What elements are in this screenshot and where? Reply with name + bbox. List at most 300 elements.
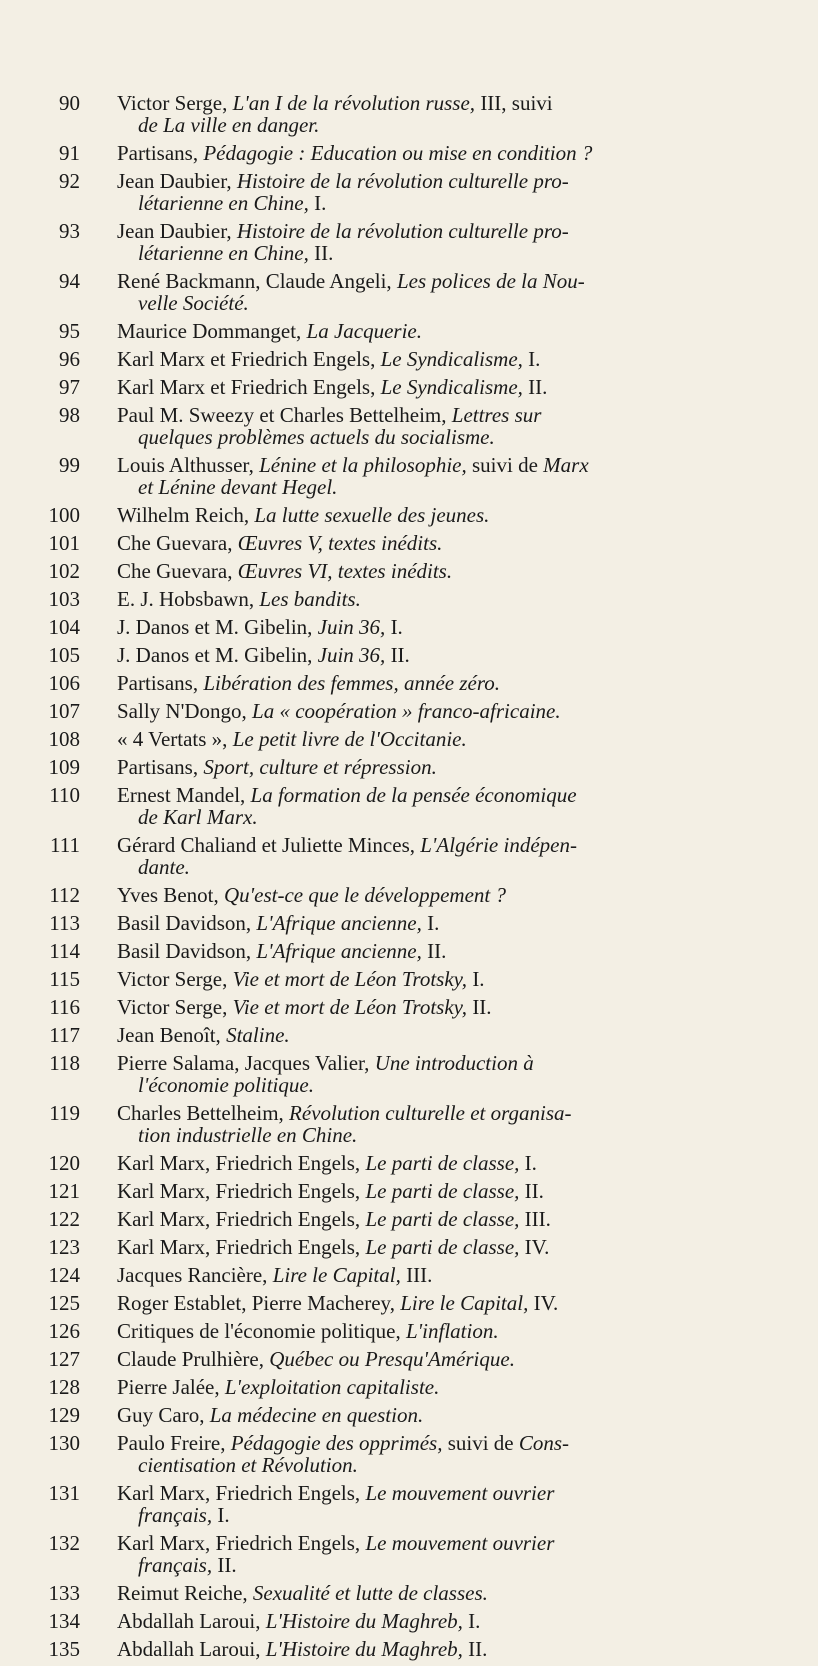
title-segment: tion industrielle en Chine.: [138, 1123, 358, 1147]
entry-number: 94: [59, 269, 80, 293]
entry-text: [117, 1320, 737, 1342]
entry-line: [117, 1504, 737, 1526]
entry-line: [117, 192, 737, 214]
catalogue-entry: [0, 912, 818, 934]
title-segment: de La ville en danger.: [138, 113, 320, 137]
entry-text: [117, 1180, 737, 1202]
catalogue-entry: [0, 142, 818, 164]
entry-line: [117, 142, 737, 164]
entry-text: [117, 784, 737, 828]
title-segment: français,: [138, 1553, 218, 1577]
title-segment: et Lénine devant Hegel.: [138, 475, 338, 499]
title-segment: L'Afrique ancienne,: [256, 939, 428, 963]
entry-text: [117, 560, 737, 582]
entry-text: [117, 1102, 737, 1146]
title-segment: Histoire de la révolution culturelle pro-: [236, 169, 569, 193]
entry-line: [117, 856, 737, 878]
author-segment: Victor Serge,: [117, 967, 233, 991]
entry-line: [117, 1454, 737, 1476]
author-segment: I.: [472, 967, 485, 991]
title-segment: Le petit livre de l'Occitanie.: [232, 727, 467, 751]
entry-line: [117, 784, 737, 806]
author-segment: II.: [314, 241, 334, 265]
entry-number: 132: [48, 1531, 80, 1555]
title-segment: Pédagogie des opprimés,: [230, 1431, 448, 1455]
entry-text: [117, 348, 737, 370]
entry-number: 117: [49, 1023, 80, 1047]
entry-text: [117, 142, 737, 164]
entry-number: 124: [48, 1263, 80, 1287]
entry-line: [117, 1320, 737, 1342]
entry-text: [117, 1024, 737, 1046]
title-segment: Marx: [543, 453, 589, 477]
entry-number: 91: [59, 141, 80, 165]
catalogue-entry: [0, 1482, 818, 1526]
title-segment: La médecine en question.: [209, 1403, 424, 1427]
entry-number: 120: [48, 1151, 80, 1175]
title-segment: Le mouvement ouvrier: [365, 1481, 555, 1505]
author-segment: Guy Caro,: [117, 1403, 210, 1427]
title-segment: Juin 36,: [317, 643, 391, 667]
author-segment: Jean Daubier,: [117, 219, 237, 243]
title-segment: Le parti de classe,: [365, 1179, 525, 1203]
entry-line: [117, 1292, 737, 1314]
entry-line: [117, 426, 737, 448]
entry-line: [117, 1152, 737, 1174]
author-segment: Paulo Freire,: [117, 1431, 231, 1455]
author-segment: Pierre Jalée,: [117, 1375, 225, 1399]
entry-text: [117, 1208, 737, 1230]
catalogue-entry: [0, 376, 818, 398]
title-segment: Histoire de la révolution culturelle pro-: [236, 219, 569, 243]
author-segment: Basil Davidson,: [117, 939, 257, 963]
author-segment: Partisans,: [117, 141, 204, 165]
entry-line: [117, 1124, 737, 1146]
entry-number: 131: [48, 1481, 80, 1505]
entry-line: [117, 1180, 737, 1202]
catalogue-entry: [0, 644, 818, 666]
catalogue-entry: [0, 1264, 818, 1286]
title-segment: Lire le Capital,: [272, 1263, 407, 1287]
catalogue-entry: [0, 170, 818, 214]
title-segment: Pédagogie : Education ou mise en condition ?: [203, 141, 593, 165]
author-segment: IV.: [524, 1235, 550, 1259]
entry-line: [117, 884, 737, 906]
author-segment: Jean Daubier,: [117, 169, 237, 193]
entry-text: [117, 404, 737, 448]
entry-text: [117, 728, 737, 750]
author-segment: suivi de: [471, 453, 544, 477]
title-segment: Les bandits.: [259, 587, 361, 611]
entry-number: 107: [48, 699, 80, 723]
author-segment: Reimut Reiche,: [117, 1581, 253, 1605]
entry-line: [117, 1610, 737, 1632]
author-segment: E. J. Hobsbawn,: [117, 587, 260, 611]
author-segment: II.: [528, 375, 548, 399]
catalogue-entry: [0, 1432, 818, 1476]
entry-line: [117, 404, 737, 426]
entry-number: 130: [48, 1431, 80, 1455]
entry-text: [117, 1404, 737, 1426]
author-segment: Yves Benot,: [117, 883, 224, 907]
catalogue-entry: [0, 404, 818, 448]
entry-line: [117, 1638, 737, 1660]
author-segment: Gérard Chaliand et Juliette Minces,: [117, 833, 421, 857]
entry-text: [117, 92, 737, 136]
catalogue-entry: [0, 834, 818, 878]
entry-text: [117, 996, 737, 1018]
author-segment: Pierre Salama, Jacques Valier,: [117, 1051, 375, 1075]
entry-line: [117, 588, 737, 610]
entry-line: [117, 1236, 737, 1258]
entry-number: 123: [48, 1235, 80, 1259]
entry-line: [117, 532, 737, 554]
author-segment: III, suivi: [480, 91, 553, 115]
title-segment: Cons-: [518, 1431, 570, 1455]
title-segment: L'Histoire du Maghreb,: [265, 1637, 469, 1661]
catalogue-entry: [0, 1638, 818, 1660]
entry-number: 121: [48, 1179, 80, 1203]
entry-text: [117, 1532, 737, 1576]
entry-line: [117, 968, 737, 990]
entry-text: [117, 1582, 737, 1604]
entry-number: 126: [48, 1319, 80, 1343]
entry-number: 108: [48, 727, 80, 751]
catalogue-entry: [0, 1024, 818, 1046]
catalogue-entry: [0, 884, 818, 906]
title-segment: Le parti de classe,: [365, 1235, 525, 1259]
author-segment: suivi de: [447, 1431, 519, 1455]
catalogue-entry: [0, 616, 818, 638]
entry-line: [117, 242, 737, 264]
author-segment: III.: [406, 1263, 433, 1287]
author-segment: Karl Marx, Friedrich Engels,: [117, 1151, 366, 1175]
catalogue-entry: [0, 1582, 818, 1604]
catalogue-entry: [0, 784, 818, 828]
catalogue-entry: [0, 940, 818, 962]
author-segment: Roger Establet, Pierre Macherey,: [117, 1291, 401, 1315]
entry-number: 105: [48, 643, 80, 667]
title-segment: létarienne en Chine,: [138, 241, 315, 265]
entry-number: 122: [48, 1207, 80, 1231]
author-segment: Karl Marx, Friedrich Engels,: [117, 1235, 366, 1259]
entry-line: [117, 1482, 737, 1504]
entry-line: [117, 1582, 737, 1604]
entry-line: [117, 114, 737, 136]
title-segment: L'an I de la révolution russe,: [232, 91, 481, 115]
entry-number: 90: [59, 91, 80, 115]
entry-text: [117, 834, 737, 878]
title-segment: L'exploitation capitaliste.: [224, 1375, 440, 1399]
catalogue-entry: [0, 1320, 818, 1342]
entry-line: [117, 1208, 737, 1230]
author-segment: Karl Marx, Friedrich Engels,: [117, 1531, 366, 1555]
entry-text: [117, 940, 737, 962]
title-segment: Œuvres V, textes inédits.: [237, 531, 443, 555]
author-segment: IV.: [533, 1291, 559, 1315]
catalogue-entry: [0, 220, 818, 264]
entry-text: [117, 1376, 737, 1398]
title-segment: Sport, culture et répression.: [203, 755, 437, 779]
author-segment: Ernest Mandel,: [117, 783, 251, 807]
author-segment: II.: [524, 1179, 544, 1203]
entry-text: [117, 616, 737, 638]
entry-line: [117, 1074, 737, 1096]
entry-line: [117, 834, 737, 856]
author-segment: I.: [217, 1503, 230, 1527]
title-segment: Le parti de classe,: [365, 1151, 525, 1175]
entry-line: [117, 220, 737, 242]
entry-text: [117, 1432, 737, 1476]
catalogue-entry: [0, 1404, 818, 1426]
author-segment: Abdallah Laroui,: [117, 1637, 266, 1661]
entry-line: [117, 348, 737, 370]
entry-line: [117, 1554, 737, 1576]
entry-text: [117, 270, 737, 314]
author-segment: Victor Serge,: [117, 995, 233, 1019]
entry-text: [117, 1638, 737, 1660]
author-segment: Abdallah Laroui,: [117, 1609, 266, 1633]
entry-text: [117, 756, 737, 778]
entry-line: [117, 320, 737, 342]
entry-line: [117, 476, 737, 498]
catalogue-entry: [0, 504, 818, 526]
entry-line: [117, 1264, 737, 1286]
entry-line: [117, 504, 737, 526]
title-segment: Lénine et la philosophie,: [259, 453, 472, 477]
author-segment: I.: [314, 191, 327, 215]
entry-text: [117, 1236, 737, 1258]
title-segment: L'Afrique ancienne,: [256, 911, 428, 935]
catalogue-entry: [0, 320, 818, 342]
catalogue-entry: [0, 756, 818, 778]
entry-text: [117, 1348, 737, 1370]
entry-text: [117, 884, 737, 906]
author-segment: I.: [528, 347, 541, 371]
author-segment: Karl Marx, Friedrich Engels,: [117, 1207, 366, 1231]
entry-number: 118: [49, 1051, 80, 1075]
entry-line: [117, 1432, 737, 1454]
title-segment: L'inflation.: [405, 1319, 499, 1343]
catalogue-entry: [0, 1610, 818, 1632]
entry-line: [117, 616, 737, 638]
entry-number: 101: [48, 531, 80, 555]
entry-number: 102: [48, 559, 80, 583]
author-segment: II.: [427, 939, 447, 963]
title-segment: Libération des femmes, année zéro.: [203, 671, 501, 695]
title-segment: de Karl Marx.: [138, 805, 258, 829]
entry-line: [117, 912, 737, 934]
entry-number: 135: [48, 1637, 80, 1661]
entry-number: 129: [48, 1403, 80, 1427]
entry-number: 103: [48, 587, 80, 611]
entry-line: [117, 728, 737, 750]
author-segment: Karl Marx, Friedrich Engels,: [117, 1179, 366, 1203]
entry-text: [117, 1292, 737, 1314]
catalogue-entry: [0, 1376, 818, 1398]
entry-line: [117, 756, 737, 778]
author-segment: Basil Davidson,: [117, 911, 257, 935]
entry-text: [117, 912, 737, 934]
author-segment: J. Danos et M. Gibelin,: [117, 643, 318, 667]
entry-text: [117, 672, 737, 694]
title-segment: quelques problèmes actuels du socialisme.: [138, 425, 495, 449]
title-segment: La Jacquerie.: [306, 319, 423, 343]
entry-number: 133: [48, 1581, 80, 1605]
catalogue-entry: [0, 1532, 818, 1576]
catalogue-entry: [0, 1180, 818, 1202]
entry-number: 98: [59, 403, 80, 427]
author-segment: II.: [390, 643, 410, 667]
entry-text: [117, 532, 737, 554]
entry-number: 110: [49, 783, 80, 807]
title-segment: Staline.: [226, 1023, 290, 1047]
entry-number: 125: [48, 1291, 80, 1315]
entry-number: 114: [49, 939, 80, 963]
author-segment: I.: [390, 615, 403, 639]
title-segment: Le mouvement ouvrier: [365, 1531, 555, 1555]
title-segment: Vie et mort de Léon Trotsky,: [232, 995, 473, 1019]
author-segment: Karl Marx et Friedrich Engels,: [117, 347, 381, 371]
catalogue-entry: [0, 1348, 818, 1370]
entry-number: 134: [48, 1609, 80, 1633]
entry-number: 92: [59, 169, 80, 193]
entry-number: 116: [49, 995, 80, 1019]
entry-line: [117, 996, 737, 1018]
title-segment: Les polices de la Nou-: [396, 269, 585, 293]
author-segment: II.: [472, 995, 492, 1019]
title-segment: Le parti de classe,: [365, 1207, 525, 1231]
entry-number: 109: [48, 755, 80, 779]
author-segment: Jean Benoît,: [117, 1023, 227, 1047]
catalogue-entry: [0, 996, 818, 1018]
catalogue-list: [0, 92, 818, 1666]
author-segment: I.: [427, 911, 440, 935]
author-segment: I.: [468, 1609, 481, 1633]
author-segment: III.: [524, 1207, 551, 1231]
title-segment: Le Syndicalisme,: [380, 347, 529, 371]
entry-line: [117, 560, 737, 582]
author-segment: René Backmann, Claude Angeli,: [117, 269, 397, 293]
entry-line: [117, 940, 737, 962]
author-segment: Maurice Dommanget,: [117, 319, 307, 343]
author-segment: Che Guevara,: [117, 531, 238, 555]
entry-number: 96: [59, 347, 80, 371]
catalogue-entry: [0, 672, 818, 694]
catalogue-entry: [0, 1052, 818, 1096]
entry-text: [117, 588, 737, 610]
entry-number: 106: [48, 671, 80, 695]
author-segment: II.: [217, 1553, 237, 1577]
catalogue-entry: [0, 270, 818, 314]
title-segment: Une introduction à: [374, 1051, 534, 1075]
author-segment: II.: [468, 1637, 488, 1661]
title-segment: La formation de la pensée économique: [250, 783, 577, 807]
entry-line: [117, 806, 737, 828]
catalogue-entry: [0, 560, 818, 582]
entry-number: 97: [59, 375, 80, 399]
title-segment: La lutte sexuelle des jeunes.: [254, 503, 490, 527]
entry-text: [117, 1152, 737, 1174]
entry-line: [117, 672, 737, 694]
title-segment: cientisation et Révolution.: [138, 1453, 358, 1477]
entry-text: [117, 1482, 737, 1526]
entry-text: [117, 1610, 737, 1632]
author-segment: Victor Serge,: [117, 91, 233, 115]
entry-line: [117, 376, 737, 398]
entry-number: 128: [48, 1375, 80, 1399]
entry-line: [117, 700, 737, 722]
catalogue-entry: [0, 700, 818, 722]
title-segment: dante.: [138, 855, 190, 879]
title-segment: Québec ou Presqu'Amérique.: [269, 1347, 515, 1371]
entry-number: 100: [48, 503, 80, 527]
entry-number: 111: [50, 833, 80, 857]
entry-line: [117, 292, 737, 314]
entry-number: 95: [59, 319, 80, 343]
title-segment: Lire le Capital,: [400, 1291, 534, 1315]
entry-text: [117, 504, 737, 526]
entry-line: [117, 1024, 737, 1046]
entry-line: [117, 1102, 737, 1124]
title-segment: Révolution culturelle et organisa-: [289, 1101, 572, 1125]
title-segment: L'Algérie indépen-: [420, 833, 577, 857]
entry-line: [117, 1532, 737, 1554]
title-segment: Le Syndicalisme,: [380, 375, 529, 399]
entry-line: [117, 1376, 737, 1398]
catalogue-entry: [0, 532, 818, 554]
entry-line: [117, 1348, 737, 1370]
entry-text: [117, 320, 737, 342]
catalogue-entry: [0, 454, 818, 498]
entry-number: 99: [59, 453, 80, 477]
catalogue-entry: [0, 968, 818, 990]
entry-number: 104: [48, 615, 80, 639]
title-segment: l'économie politique.: [138, 1073, 314, 1097]
entry-line: [117, 170, 737, 192]
entry-line: [117, 270, 737, 292]
title-segment: français,: [138, 1503, 218, 1527]
entry-number: 113: [49, 911, 80, 935]
catalogue-entry: [0, 1292, 818, 1314]
catalogue-entry: [0, 1208, 818, 1230]
catalogue-entry: [0, 728, 818, 750]
catalogue-entry: [0, 348, 818, 370]
entry-number: 119: [49, 1101, 80, 1125]
author-segment: Critiques de l'économie politique,: [117, 1319, 406, 1343]
title-segment: Œuvres VI, textes inédits.: [237, 559, 453, 583]
title-segment: Vie et mort de Léon Trotsky,: [232, 967, 473, 991]
author-segment: Che Guevara,: [117, 559, 238, 583]
entry-text: [117, 968, 737, 990]
entry-text: [117, 170, 737, 214]
entry-text: [117, 644, 737, 666]
entry-line: [117, 92, 737, 114]
title-segment: La « coopération » franco-africaine.: [252, 699, 561, 723]
entry-number: 115: [49, 967, 80, 991]
entry-number: 93: [59, 219, 80, 243]
title-segment: Qu'est-ce que le développement ?: [223, 883, 507, 907]
title-segment: Lettres sur: [451, 403, 542, 427]
author-segment: Louis Althusser,: [117, 453, 260, 477]
title-segment: L'Histoire du Maghreb,: [265, 1609, 469, 1633]
entry-line: [117, 1052, 737, 1074]
author-segment: Karl Marx et Friedrich Engels,: [117, 375, 381, 399]
author-segment: Karl Marx, Friedrich Engels,: [117, 1481, 366, 1505]
entry-text: [117, 1052, 737, 1096]
entry-line: [117, 454, 737, 476]
entry-number: 127: [48, 1347, 80, 1371]
